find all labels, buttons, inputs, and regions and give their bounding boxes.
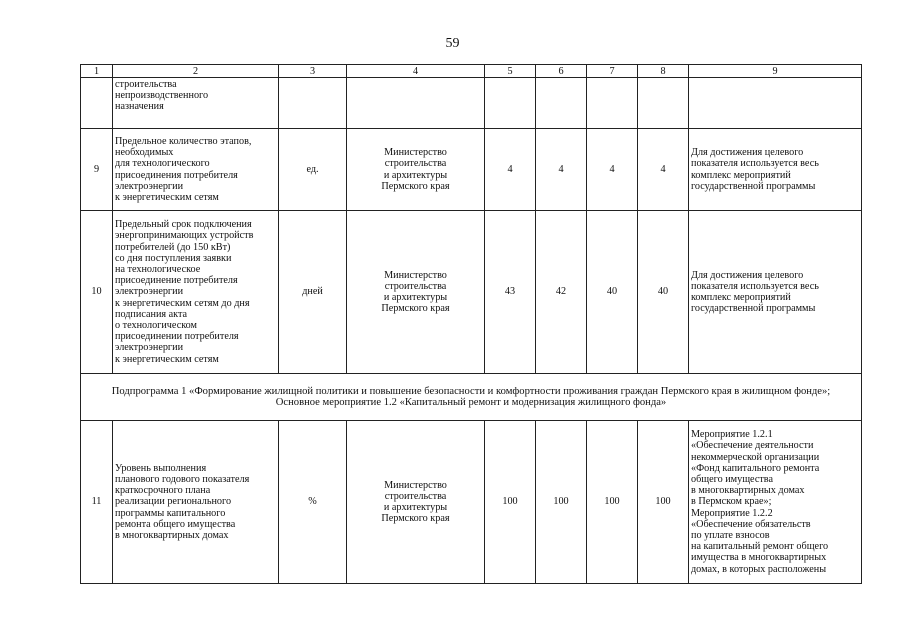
main-activity-title: Основное мероприятие 1.2 «Капитальный ремонт и модернизация жилищного фонда» (275, 397, 667, 408)
table-row (81, 421, 862, 584)
note: Для достижения целевого показателя используется весь комплекс мероприятий государственной программы (689, 129, 862, 211)
executor: Министерство строительства и архитектуры Пермского края (347, 211, 485, 374)
col-header-3: 3 (279, 65, 347, 78)
unit (279, 78, 347, 129)
value-4: 100 (638, 421, 689, 584)
value-3 (587, 78, 638, 129)
value-1: 100 (485, 421, 536, 584)
executor (347, 78, 485, 129)
value-3: 4 (587, 129, 638, 211)
col-header-9: 9 (689, 65, 862, 78)
note: Для достижения целевого показателя используется весь комплекс мероприятий государственной программы (689, 211, 862, 374)
subprogram-title: Подпрограмма 1 «Формирование жилищной политики и повышение безопасности и комфортности проживания граждан Пермского края в жилищном фонде»; (111, 385, 831, 397)
col-header-2: 2 (113, 65, 279, 78)
row-number: 9 (81, 129, 113, 211)
value-4 (638, 78, 689, 129)
value-2: 100 (536, 421, 587, 584)
note (689, 78, 862, 129)
value-4: 40 (638, 211, 689, 374)
indicator-name: Предельное количество этапов, необходимых для технологического присоединения потребителя электроэнергии к энергетическим сетям (113, 129, 279, 211)
indicator-name: Уровень выполнения планового годового показателя краткосрочного плана реализации регионального программы капитального ремонта общего имущества в многоквартирных домах (113, 421, 279, 584)
col-header-1: 1 (81, 65, 113, 78)
indicator-name: строительства непроизводственного назначения (113, 78, 279, 129)
col-header-7: 7 (587, 65, 638, 78)
row-number: 10 (81, 211, 113, 374)
page-number: 59 (445, 36, 460, 51)
unit: % (279, 421, 347, 584)
subprogram-heading (81, 374, 862, 421)
unit: дней (279, 211, 347, 374)
value-4: 4 (638, 129, 689, 211)
value-2 (536, 78, 587, 129)
value-2: 4 (536, 129, 587, 211)
executor: Министерство строительства и архитектуры Пермского края (347, 421, 485, 584)
row-number (81, 78, 113, 129)
indicators-table (80, 64, 862, 584)
column-number-row (81, 65, 862, 78)
col-header-6: 6 (536, 65, 587, 78)
value-1 (485, 78, 536, 129)
indicator-name: Предельный срок подключения энергопринимающих устройств потребителей (до 150 кВт) со дня поступления заявки на технологическое присоединение потребителя электроэнергии к энергетическим сетям до дня подписания акта о технологическом присоединении потребителя электроэнергии к энергетическим сетям (113, 211, 279, 374)
unit: ед. (279, 129, 347, 211)
table-row (81, 211, 862, 374)
executor: Министерство строительства и архитектуры Пермского края (347, 129, 485, 211)
table-row (81, 78, 862, 129)
row-number: 11 (81, 421, 113, 584)
subprogram-row (81, 374, 862, 421)
col-header-8: 8 (638, 65, 689, 78)
value-2: 42 (536, 211, 587, 374)
table-row (81, 129, 862, 211)
value-1: 4 (485, 129, 536, 211)
value-1: 43 (485, 211, 536, 374)
note: Мероприятие 1.2.1 «Обеспечение деятельности некоммерческой организации «Фонд капитального ремонта общего имущества в многоквартирных домах в Пермском крае»; Мероприятие 1.2.2 «Обеспечение обязательств по уплате взносов на капитальный ремонт общего имущества в многоквартирных домах, в которых расположены (689, 421, 862, 584)
col-header-5: 5 (485, 65, 536, 78)
value-3: 100 (587, 421, 638, 584)
value-3: 40 (587, 211, 638, 374)
col-header-4: 4 (347, 65, 485, 78)
